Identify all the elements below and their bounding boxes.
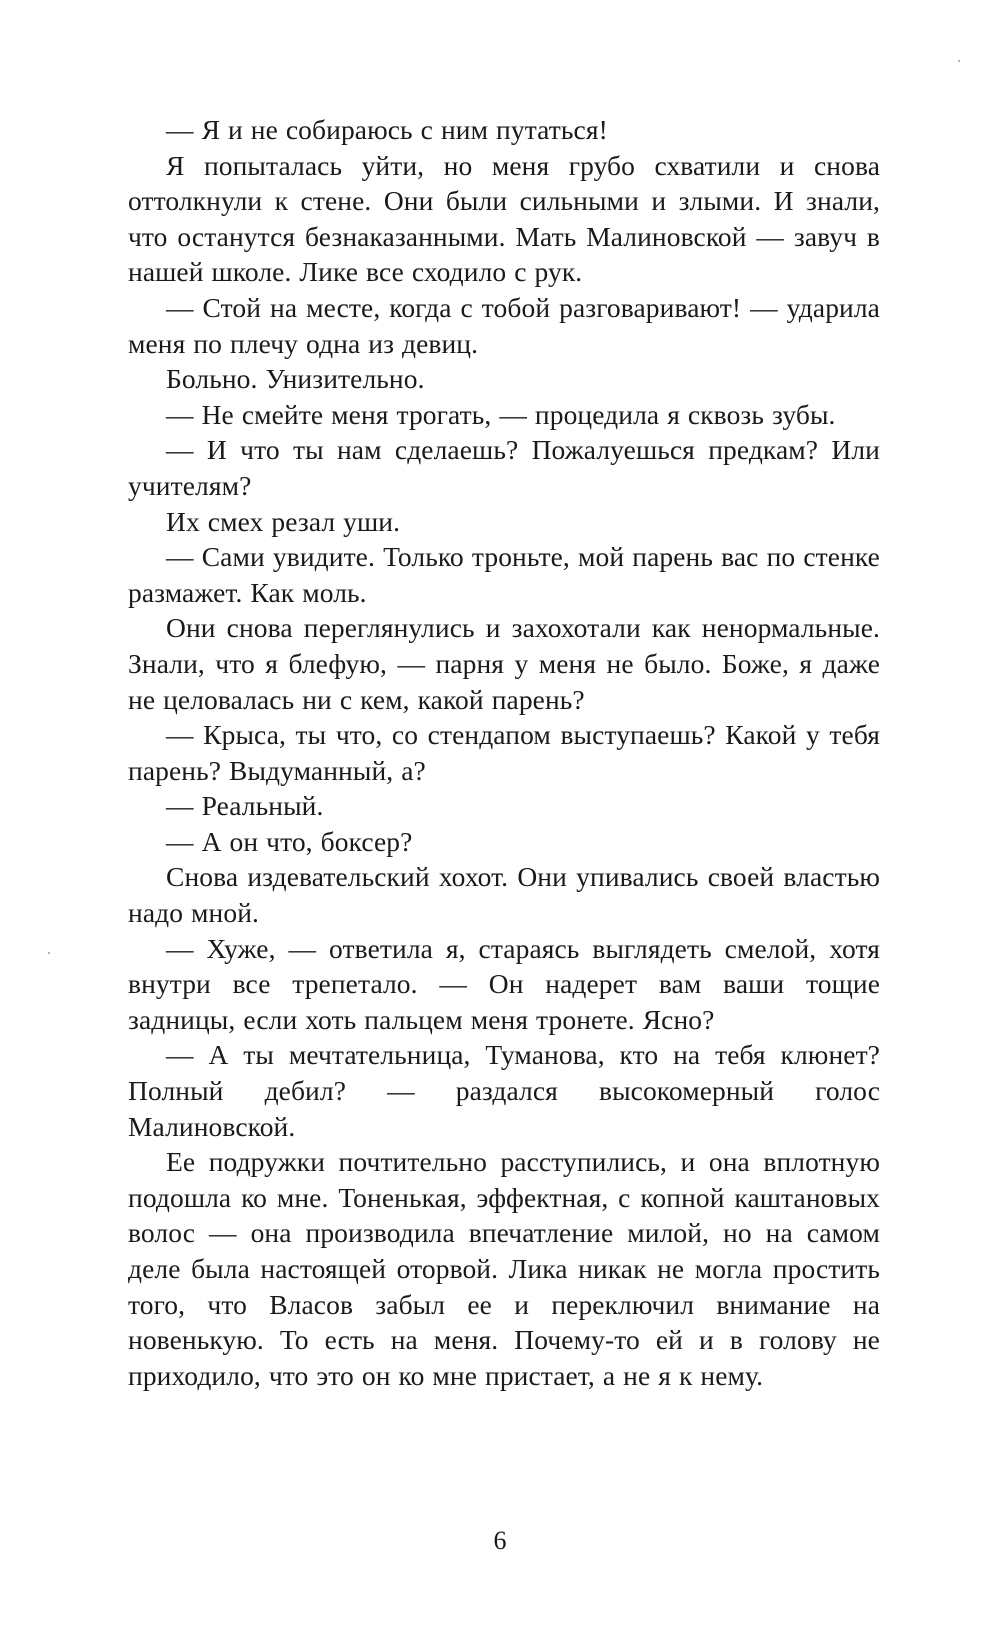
- paragraph: — Не смейте меня трогать, — процедила я сквозь зубы.: [166, 398, 836, 430]
- paragraph: — Сами увидите. Только троньте, мой парень вас по стенке размажет. Как моль.: [128, 541, 880, 608]
- paragraph: — Я и не собираюсь с ним путаться!: [166, 114, 608, 145]
- paragraph: Ее подружки почтительно расступились, и она вплотную подошла ко мне. Тоненькая, эффектная, с копной каштановых волос — она производила впечатление милой, но на самом деле была настоящей оторвой. Лика никак не могла простить того, что Власов забыл ее и переключил внимание на новенькую. То есть на меня. Почему-то ей и в голову не приходило, что это он ко мне пристает, а не я к нему.: [128, 1146, 880, 1391]
- paragraph: Их смех резал уши.: [166, 505, 401, 537]
- paragraph: Я попыталась уйти, но меня грубо схватили и снова оттолкнули к стене. Они были сильными и злыми. И знали, что останутся безнаказанными. Мать Малиновской — завуч в нашей школе. Лике все сходило с рук.: [128, 149, 880, 288]
- page-number: 6: [493, 1526, 507, 1555]
- paragraph: — Хуже, — ответила я, стараясь выглядеть смелой, хотя внутри все трепетало. — Он надерет вам ваши тощие задницы, если хоть пальцем меня тронете. Ясно?: [128, 932, 880, 1035]
- paragraph: Снова издевательский хохот. Они упивались своей властью надо мной.: [128, 861, 880, 929]
- body-text: [128, 112, 880, 1393]
- paragraph: — А ты мечтательница, Туманова, кто на тебя клюнет? Полный дебил? — раздался высокомерный голос Малиновской.: [128, 1039, 880, 1142]
- paragraph: — Стой на месте, когда с тобой разговаривают! — ударила меня по плечу одна из девиц.: [128, 291, 880, 359]
- paragraph: — А он что, боксер?: [166, 825, 413, 857]
- paragraph: — Реальный.: [166, 790, 324, 822]
- paragraph: Они снова переглянулись и захохотали как ненормальные. Знали, что я блефую, — парня у меня не было. Боже, я даже не целовалась ни с кем, какой парень?: [128, 612, 880, 715]
- paragraph: — Крыса, ты что, со стендапом выступаешь? Какой у тебя парень? Выдуманный, а?: [128, 719, 880, 786]
- paragraph: — И что ты нам сделаешь? Пожалуешься предкам? Или учителям?: [128, 434, 880, 501]
- scan-speck: [48, 952, 50, 954]
- paragraph: Больно. Унизительно.: [166, 363, 425, 395]
- scan-speck: [958, 60, 960, 62]
